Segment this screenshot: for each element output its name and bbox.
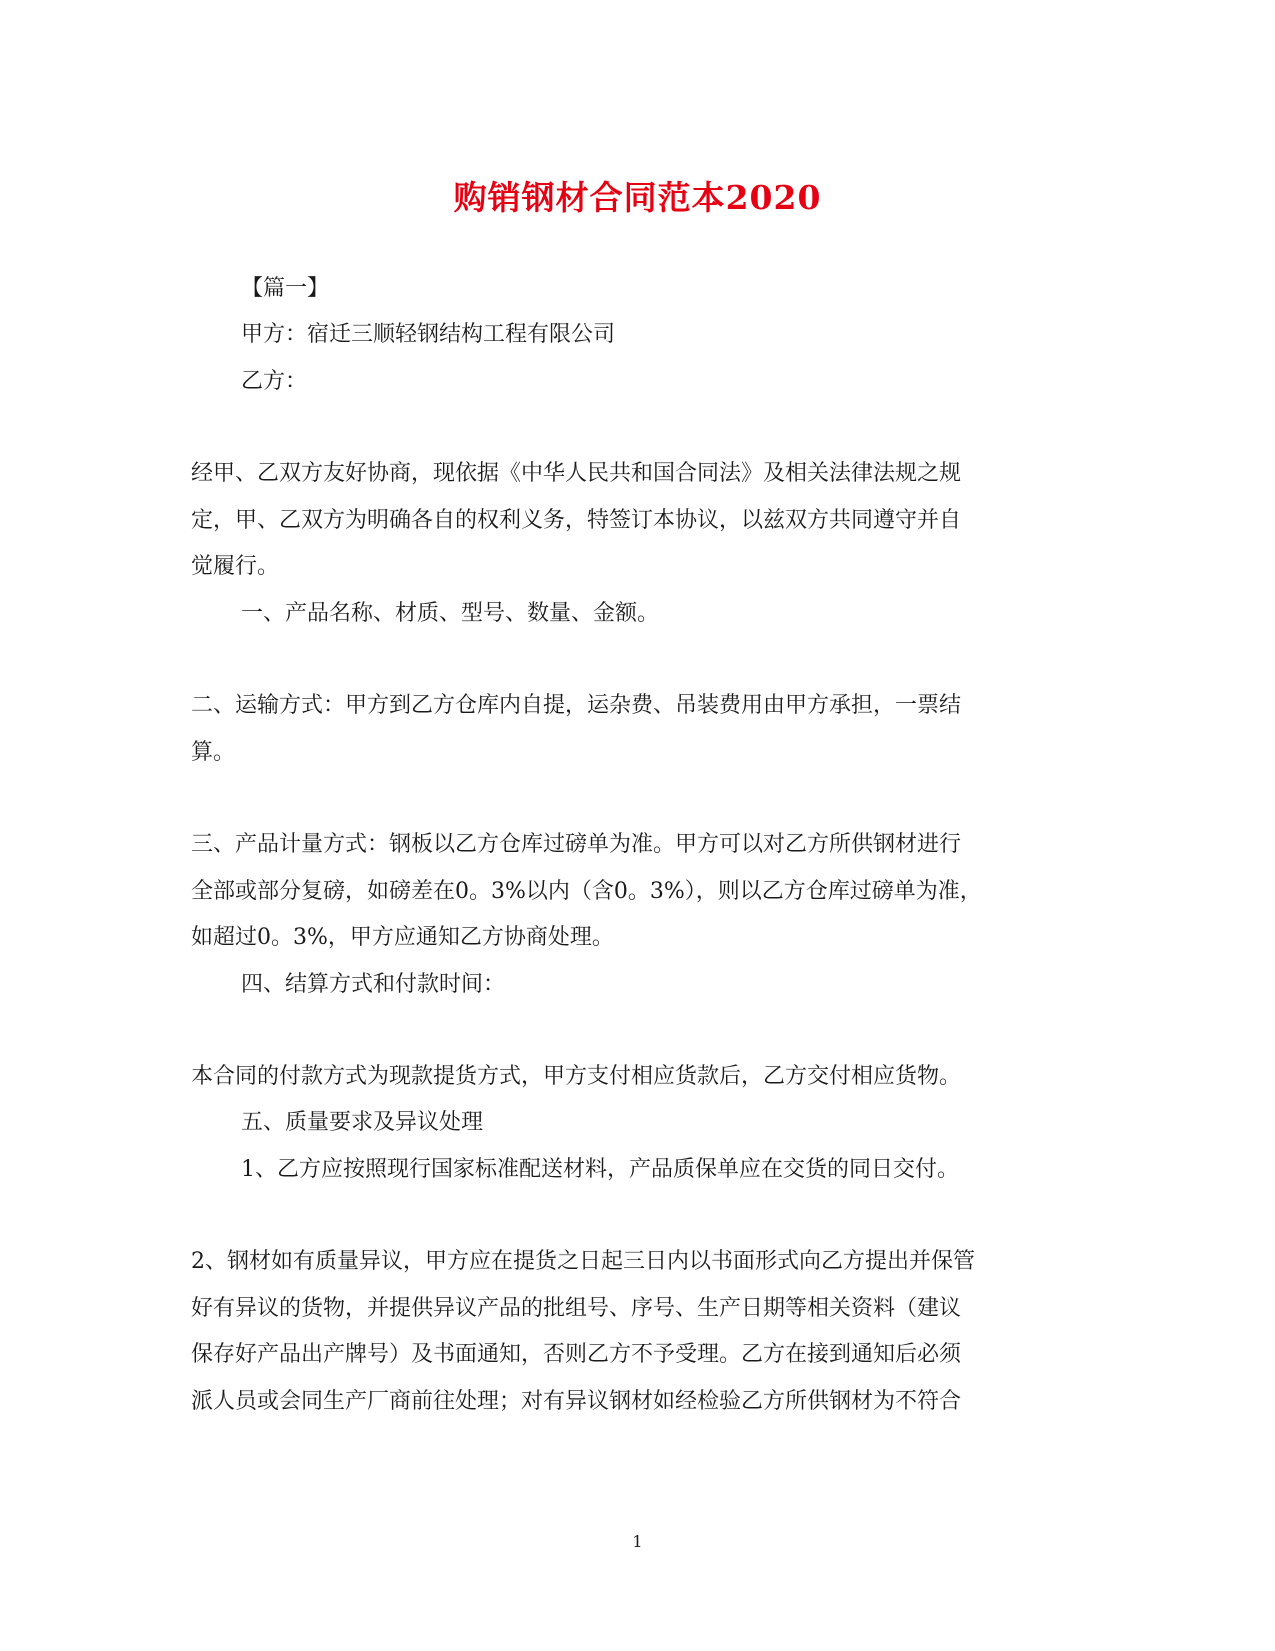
paragraph-line: 好有异议的货物，并提供异议产品的批组号、序号、生产日期等相关资料（建议 xyxy=(191,1296,962,1321)
paragraph-line: 保存好产品出产牌号）及书面通知，否则乙方不予受理。乙方在接到通知后必须 xyxy=(191,1342,962,1367)
clause-item: 1、乙方应按照现行国家标准配送材料，产品质保单应在交货的同日交付。 xyxy=(241,1157,959,1182)
clause-heading: 四、结算方式和付款时间： xyxy=(241,972,506,997)
page-number: 1 xyxy=(632,1532,643,1551)
clause-heading: 一、产品名称、材质、型号、数量、金额。 xyxy=(241,601,660,626)
paragraph-line: 本合同的付款方式为现款提货方式，甲方支付相应货款后，乙方交付相应货物。 xyxy=(191,1064,962,1089)
paragraph-line: 觉履行。 xyxy=(191,554,280,579)
paragraph-line: 2、钢材如有质量异议，甲方应在提货之日起三日内以书面形式向乙方提出并保管 xyxy=(191,1249,975,1274)
party-b-line: 乙方： xyxy=(241,369,308,394)
document-title: 购销钢材合同范本2020 xyxy=(453,178,822,217)
paragraph-line: 如超过0。3%，甲方应通知乙方协商处理。 xyxy=(191,925,614,950)
paragraph-line: 三、产品计量方式：钢板以乙方仓库过磅单为准。甲方可以对乙方所供钢材进行 xyxy=(191,832,962,857)
paragraph-line: 派人员或会同生产厂商前往处理；对有异议钢材如经检验乙方所供钢材为不符合 xyxy=(191,1389,962,1414)
paragraph-line: 全部或部分复磅，如磅差在0。3%以内（含0。3%），则以乙方仓库过磅单为准， xyxy=(191,879,982,904)
paragraph-line: 定，甲、乙双方为明确各自的权利义务，特签订本协议，以兹双方共同遵守并自 xyxy=(191,508,962,533)
paragraph-line: 二、运输方式：甲方到乙方仓库内自提，运杂费、吊装费用由甲方承担，一票结 xyxy=(191,693,962,718)
clause-heading: 五、质量要求及异议处理 xyxy=(241,1110,484,1135)
paragraph-line: 算。 xyxy=(191,740,236,765)
paragraph-line: 经甲、乙双方友好协商，现依据《中华人民共和国合同法》及相关法律法规之规 xyxy=(191,461,962,486)
party-a-line: 甲方：宿迁三顺轻钢结构工程有限公司 xyxy=(241,322,616,347)
section-heading: 【篇一】 xyxy=(241,276,330,301)
